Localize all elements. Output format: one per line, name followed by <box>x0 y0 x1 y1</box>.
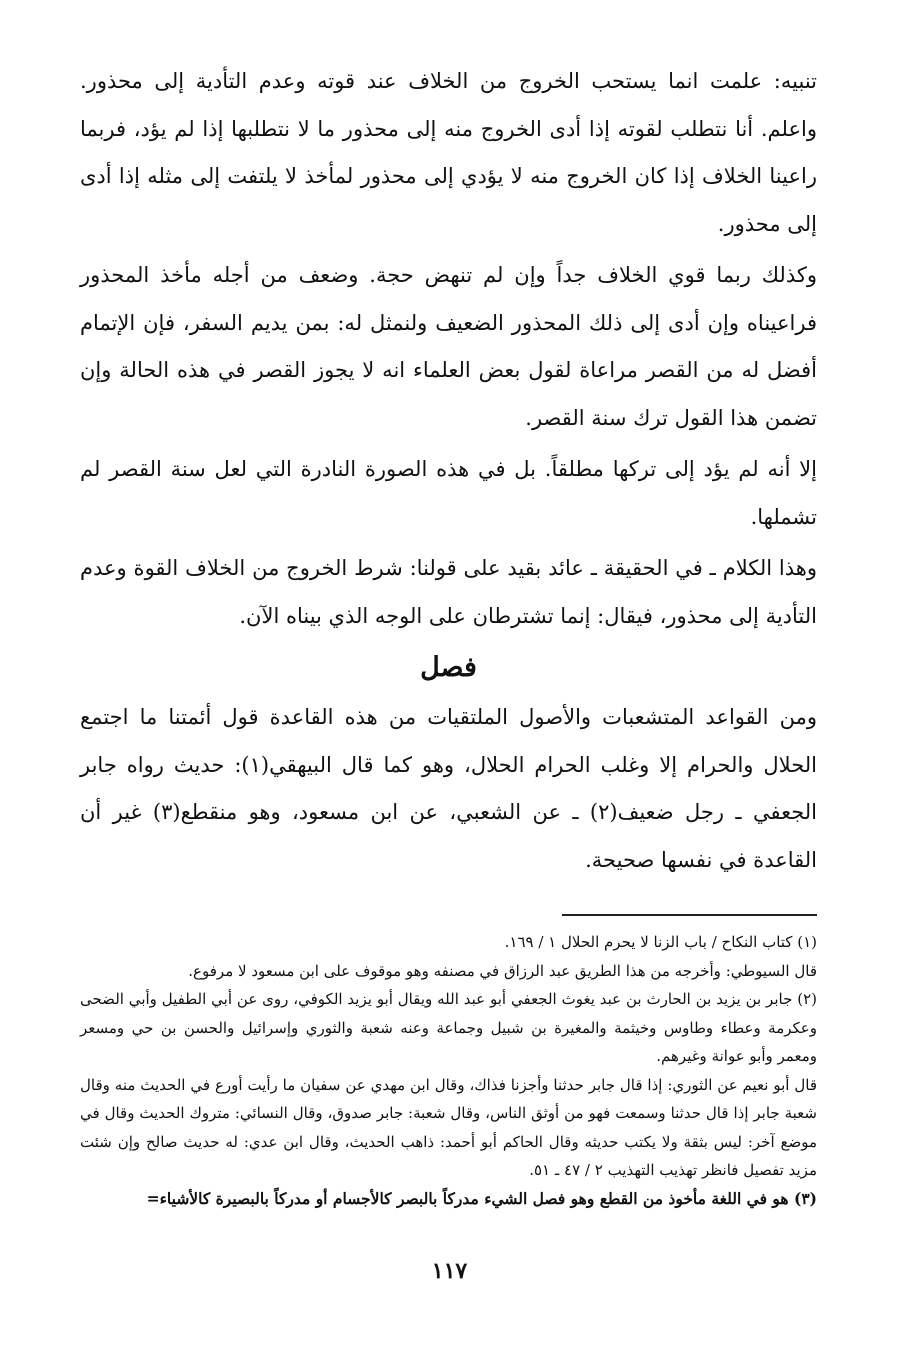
paragraph-3: إلا أنه لم يؤد إلى تركها مطلقاً. بل في هذه الصورة النادرة التي لعل سنة القصر لم تشملها. <box>80 457 817 529</box>
section-heading: فصل <box>420 652 477 683</box>
page-number: ١١٧ <box>431 1258 468 1284</box>
section-paragraph: ومن القواعد المتشعبات والأصول الملتقيات من هذه القاعدة قول أئمتنا ما اجتمع الحلال والحرام إلا وغلب الحرام الحلال، وهو كما قال البيهقي(١): حديث رواه جابر الجعفي ـ رجل ضعيف(٢) ـ عن الشعبي، عن ابن مسعود، وهو منقطع(٣) غير أن القاعدة في نفسها صحيحة. <box>80 705 817 872</box>
footnote-1: (١) كتاب النكاح / باب الزنا لا يحرم الحلال ١ / ١٦٩. <box>504 933 817 951</box>
footnote-1-note: قال السيوطي: وأخرجه من هذا الطريق عبد الرزاق في مصنفه وهو موقوف على ابن مسعود لا مرفوع. <box>188 961 817 980</box>
footnote-3: (٣) هو في اللغة مأخوذ من القطع وهو فصل الشيء مدركاً بالبصر كالأجسام أو مدركاً بالبصيرة كالأشياء= <box>146 1188 817 1208</box>
paragraph-1: تنبيه: علمت انما يستحب الخروج من الخلاف عند قوته وعدم التأدية إلى محذور. واعلم. أنا نتطلب لقوته إذا أدى الخروج منه إلى محذور ما لا نتطلبها إذا لم يؤد، فربما راعينا الخلاف إذا كان الخروج منه لا يؤدي إلى محذور لمأخذ لا يلتفت إلى مثله إذا أدى إلى محذور. <box>80 69 817 236</box>
footnote-separator <box>562 914 817 916</box>
footnotes <box>80 928 817 1213</box>
footnote-2: (٢) جابر بن يزيد بن الحارث بن عبد يغوث الجعفي أبو عبد الله ويقال أبو يزيد الكوفي، روى عن أبي الطفيل وأبي الضحى وعكرمة وعطاء وطاوس وخيثمة والمغيرة بن شبيل وجماعة وعنه شعبة والثوري وإسرائيل والحسن بن حي ومسعر ومعمر وأبو عوانة وغيرهم. <box>80 990 817 1065</box>
footnote-2-note: قال أبو نعيم عن الثوري: إذا قال جابر حدثنا وأجزنا فذاك، وقال ابن مهدي عن سفيان ما رأيت أورع في الحديث منه وقال شعبة جابر إذا قال حدثنا وسمعت فهو من أوثق الناس، وقال شعبة: جابر صدوق، وقال النسائي: متروك الحديث وقال في موضع آخر: ليس بثقة ولا يكتب حديثه وقال الحاكم أبو أحمد: ذاهب الحديث، وقال ابن عدي: له حديث صالح وإن شئت مزيد تفصيل فانظر تهذيب التهذيب ٢ / ٤٧ ـ ٥١. <box>80 1075 817 1179</box>
paragraph-4: وهذا الكلام ـ في الحقيقة ـ عائد بقيد على قولنا: شرط الخروج من الخلاف القوة وعدم التأدية إلى محذور، فيقال: إنما تشترطان على الوجه الذي بيناه الآن. <box>80 556 817 628</box>
paragraph-2: وكذلك ربما قوي الخلاف جداً وإن لم تنهض حجة. وضعف من أجله مأخذ المحذور فراعيناه وإن أدى إلى ذلك المحذور الضعيف ولنمثل له: بمن يديم السفر، فإن الإتمام أفضل له من القصر مراعاة لقول بعض العلماء انه لا يجوز القصر في هذه الحالة وإن تضمن هذا القول ترك سنة القصر. <box>80 263 817 430</box>
